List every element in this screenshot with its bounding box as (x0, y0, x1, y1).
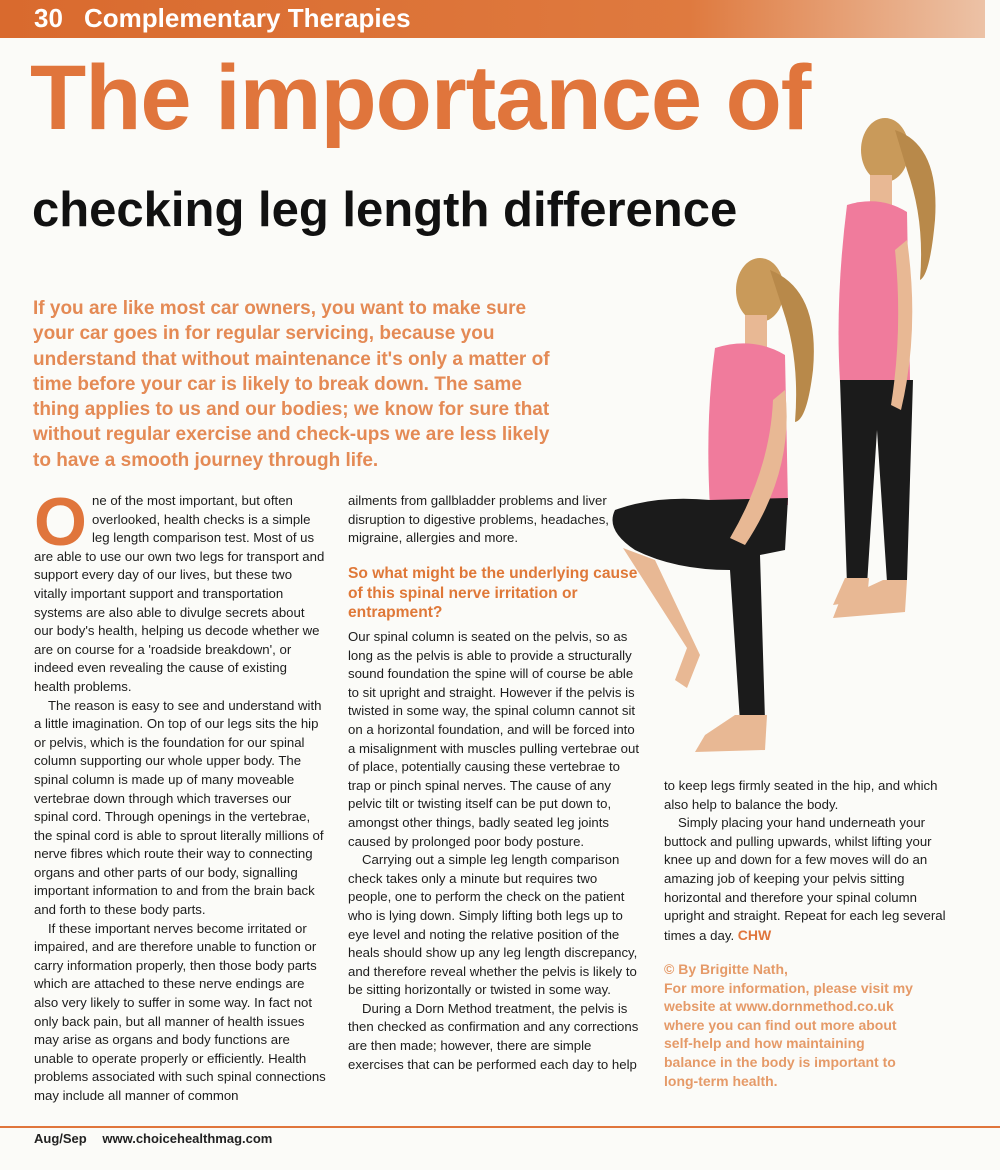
lifting-model-figure (613, 258, 814, 752)
credit-line: self-help and how maintaining (664, 1035, 865, 1052)
section-header-bar (0, 0, 985, 38)
footer (34, 1131, 284, 1146)
paragraph-3: If these important nerves become irritated or impaired, and are therefore unable to function or carry information properly, then those body parts which are attached to these nerve endings are also very likely to suffer in some way. In fact not only back pain, but all manner of health issues may arise as organs and body functions are unable to operate properly or efficiently. Health problems associated with such spinal connections may include all manner of common (34, 920, 326, 1103)
body-column-3 (664, 777, 959, 945)
footer-rule (0, 1126, 1000, 1128)
credit-line: website at www.dornmethod.co.uk (664, 998, 894, 1015)
dropcap: O (34, 484, 87, 560)
credit-line: where you can find out more about (664, 1016, 897, 1033)
model-photo (595, 100, 995, 765)
intro-line: understand that without maintenance it's only a matter of (33, 348, 550, 370)
intro-line: If you are like most car owners, you want to make sure (33, 298, 527, 319)
issue-date: Aug/Sep (34, 1131, 87, 1146)
paragraph-7: During a Dorn Method treatment, the pelvis is then checked as confirmation and any corrections are then made; however, there are simple exercises that can be performed each day to help (348, 1000, 639, 1072)
headline-line-2: checking leg length difference (32, 183, 738, 237)
paragraph-5: Our spinal column is seated on the pelvis, so as long as the pelvis is able to provide a structurally sound foundation the spine will of course be able to sit upright and straight. However if the pelvis is twisted in some way, the spinal column cannot sit on a horizontal foundation, and will be forced into a misalignment with muscles pulling vertebrae out of place, potentially causing these vertebrae to trap or pinch spinal nerves. The cause of any pelvic tilt or twisting itself can be put down to, amongst other things, badly seated leg joints caused by prolonged poor body posture. (348, 629, 639, 849)
credit-line: For more information, please visit my (664, 979, 913, 996)
body-column-2-top (348, 492, 640, 548)
intro-line: to have a smooth journey through life. (33, 449, 379, 471)
paragraph-9: Simply placing your hand underneath your buttock and pulling upwards, whilst lifting your knee up and down for a few moves will do an amazing job of keeping your pelvis sitting horizontal and therefore your spinal column upright and straight. Repeat for each leg several times a day. CHW (664, 815, 946, 943)
signoff: CHW (737, 926, 772, 943)
credit-line: long-term health. (664, 1072, 778, 1089)
credit-line: © By Brigitte Nath, (664, 961, 788, 977)
intro-line: thing applies to us and our bodies; we know for sure that (33, 399, 550, 421)
standing-model-figure (833, 118, 936, 618)
paragraph-4: ailments from gallbladder problems and liver disruption to digestive problems, headaches, migraine, allergies and more. (348, 493, 609, 546)
body-column-1 (34, 484, 326, 1106)
author-credit (664, 960, 984, 1090)
paragraph-1-text: ne of the most important, but often overlooked, health checks is a simple leg length comparison test. Most of us are able to use our own two legs for transport and support every day of our lives, but these two vitally important support and transportation systems are also able to divulge secrets about our body's health, helping us decode whether we are on course for a 'roadside breakdown', or indeed even revealing the cause of existing health problems. (34, 493, 325, 694)
page-number: 30 (34, 3, 63, 33)
paragraph-1 (34, 484, 326, 697)
website-url: www.choicehealthmag.com (102, 1131, 273, 1146)
intro-line: time before your car is likely to break down. The same (33, 373, 522, 395)
intro-line: your car goes in for regular servicing, because you (33, 323, 495, 345)
paragraph-2: The reason is easy to see and understand with a little imagination. On top of our legs sits the hip or pelvis, which is the foundation for our spinal column supporting our whole upper body. The spinal column is made up of many moveable vertebrae down through which traverses our spinal cord. Through openings in the vertebrae, the spinal cord is able to sprout literally millions of nerve fibres which route their way to connecting organs and other parts of our body, signalling important information to and from the brain back and forth to these body parts. (34, 697, 324, 918)
intro-line: without regular exercise and check-ups we are less likely (33, 424, 550, 446)
headline-line-1: The importance of (30, 47, 811, 149)
section-title: Complementary Therapies (84, 3, 411, 33)
credit-line: balance in the body is important to (664, 1053, 896, 1070)
body-column-2 (348, 628, 640, 1074)
intro-standfirst (33, 296, 633, 473)
paragraph-6: Carrying out a simple leg length comparison check takes only a minute but requires two people, one to perform the check on the patient who is lying down. Simply lifting both legs up to eye level and noting the relative position of the heals should show up any leg length discrepancy, and therefore reveal whether the pelvis is likely to be sitting horizontally or twisted in some way. (348, 852, 638, 998)
subheading: So what might be the underlying cause of this spinal nerve irritation or entrapment? (348, 565, 638, 621)
paragraph-8: to keep legs firmly seated in the hip, and which also help to balance the body. (664, 778, 938, 812)
